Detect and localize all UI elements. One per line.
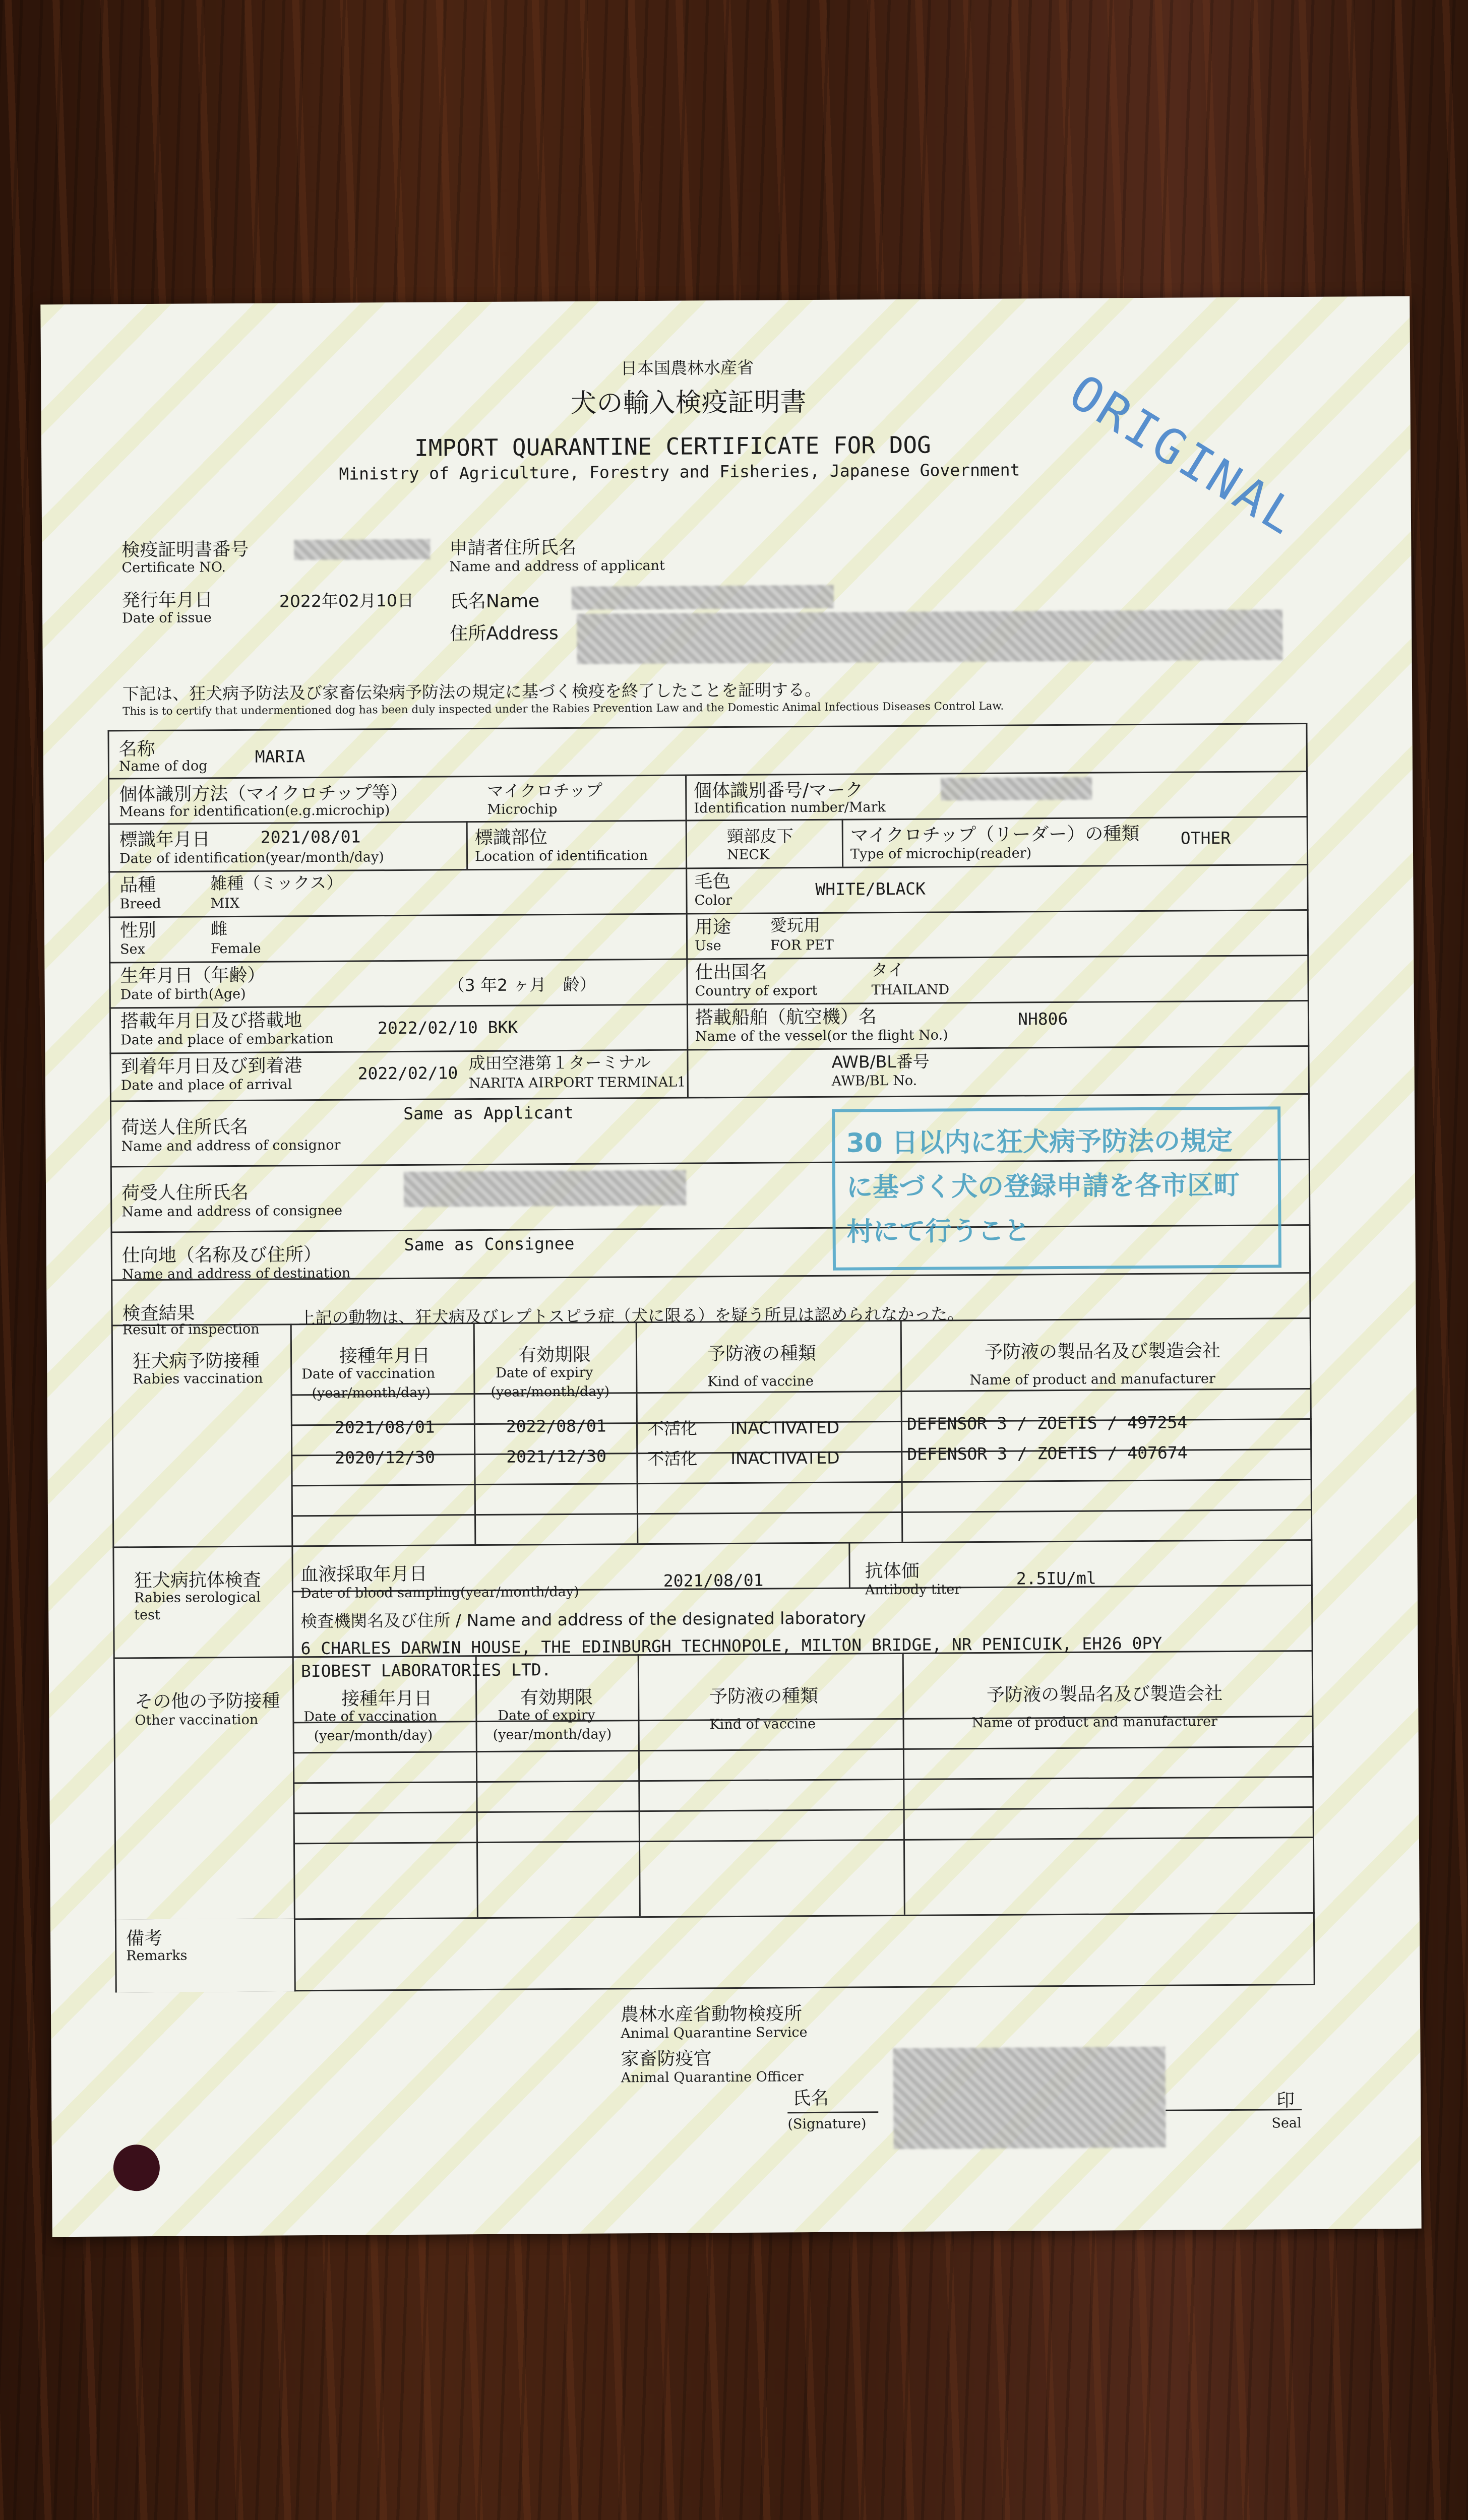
country-label: 仕出国名 [695, 962, 768, 983]
reader-label-en: Type of microchip(reader) [850, 845, 1032, 862]
applicant-address-label: 住所Address [450, 623, 559, 645]
embarkation-label-en: Date and place of embarkation [120, 1031, 334, 1048]
ministry-jp: 日本国農林水産省 [620, 357, 754, 379]
serology-label-en: Rabies serological [134, 1589, 261, 1606]
blood-date-label: 血液採取年月日 [300, 1563, 427, 1586]
country-value-jp: タイ [871, 960, 904, 980]
use-value-en: FOR PET [770, 937, 834, 954]
destination-label-en: Name and address of destination [121, 1265, 351, 1283]
product-header: 予防液の製品名及び製造会社 [984, 1341, 1221, 1363]
breed-value-jp: 雑種（ミックス） [210, 872, 343, 894]
product-header-en: Name of product and manufacturer [969, 1371, 1215, 1389]
awb-label-en: AWB/BL No. [831, 1073, 918, 1089]
means-value-en: Microchip [487, 801, 558, 817]
officer-en: Animal Quarantine Officer [621, 2069, 804, 2086]
means-label: 個体識別方法（マイクロチップ等） [119, 782, 408, 805]
sex-value-jp: 雌 [210, 919, 228, 939]
consignor-value: Same as Applicant [403, 1102, 574, 1123]
redacted-cert-no [294, 539, 430, 560]
punch-hole [113, 2145, 160, 2191]
vacc-row-2-expiry: 2021/12/30 [506, 1446, 607, 1467]
use-label-en: Use [695, 938, 721, 954]
vacc-row-1-expiry: 2022/08/01 [506, 1416, 606, 1436]
consignee-label-en: Name and address of consignee [121, 1203, 343, 1220]
dob-value: （3 年2 ヶ月 齢） [448, 974, 596, 995]
redacted-applicant-address [577, 609, 1283, 664]
other-kind-header: 予防液の種類 [709, 1685, 819, 1708]
officer-jp: 家畜防疫官 [621, 2048, 712, 2070]
arrival-label: 到着年月日及び到着港 [120, 1055, 302, 1078]
other-expiry-header: 有効期限 [520, 1687, 593, 1709]
stamp-line-1: 30 日以内に狂犬病予防法の規定 [846, 1125, 1233, 1159]
original-stamp: ORIGINAL [1060, 363, 1309, 547]
color-value: WHITE/BLACK [815, 878, 926, 899]
result-label: 検査結果 [122, 1303, 195, 1325]
destination-label: 仕向地（名称及び住所） [121, 1244, 322, 1267]
applicant-label: 申請者住所氏名 [449, 537, 577, 559]
result-value: 上記の動物は、狂犬病及びレプトスピラ症（犬に限る）を疑う所見は認められなかった。 [298, 1304, 964, 1328]
issue-date-label: 発行年月日 [121, 590, 213, 611]
vaccine-kind-header: 予防液の種類 [707, 1343, 817, 1365]
service-en: Animal Quarantine Service [621, 2025, 808, 2042]
consignor-label: 荷送人住所氏名 [121, 1116, 249, 1139]
result-label-en: Result of inspection [122, 1321, 260, 1338]
other-expiry-header-en: Date of expiry [498, 1707, 595, 1724]
arrival-date: 2022/02/10 [357, 1063, 458, 1084]
breed-value-en: MIX [210, 895, 240, 912]
id-date-label: 標識年月日 [119, 829, 210, 851]
other-expiry-header-en2: (year/month/day) [493, 1726, 612, 1743]
dob-label: 生年月日（年齢） [120, 965, 266, 987]
location-value-jp: 頸部皮下 [726, 826, 793, 847]
redacted-applicant-name [572, 585, 834, 610]
breed-label: 品種 [119, 874, 156, 896]
embarkation-label: 搭載年月日及び搭載地 [120, 1010, 302, 1032]
vacc-row-1-date: 2021/08/01 [334, 1417, 435, 1437]
location-value-en: NECK [726, 847, 770, 863]
ministry-en: Ministry of Agriculture, Forestry and Fisheries, Japanese Government [339, 460, 1020, 484]
other-date-header-en: Date of vaccination [303, 1708, 438, 1725]
titer-value: 2.5IU/ml [1016, 1568, 1096, 1589]
vacc-date-header-en2: (year/month/day) [312, 1384, 431, 1402]
signature-line-left [787, 2111, 878, 2113]
applicant-name-label: 氏名Name [449, 591, 540, 612]
awb-label: AWB/BL番号 [831, 1051, 930, 1072]
breed-label-en: Breed [119, 896, 161, 912]
signature-label-en: (Signature) [787, 2116, 867, 2132]
cert-no-label-en: Certificate NO. [121, 559, 226, 576]
sex-value-en: Female [211, 940, 261, 957]
title-en: IMPORT QUARANTINE CERTIFICATE FOR DOG [414, 431, 931, 462]
redacted-id-number [941, 777, 1092, 801]
country-label-en: Country of export [695, 982, 818, 999]
dob-label-en: Date of birth(Age) [120, 986, 246, 1003]
other-date-header: 接種年月日 [341, 1688, 433, 1710]
vacc-row-2-kind: 不活化 INACTIVATED [647, 1447, 840, 1469]
serology-label: 狂犬病抗体検査 [134, 1569, 261, 1592]
country-value-en: THAILAND [871, 982, 950, 998]
arrival-place-jp: 成田空港第１ターミナル [468, 1052, 651, 1074]
serology-label-en2: test [134, 1607, 160, 1623]
color-label: 毛色 [694, 871, 731, 893]
dog-name-label-en: Name of dog [118, 758, 208, 775]
lab-address: 6 CHARLES DARWIN HOUSE, THE EDINBURGH TECHNOPOLE, MILTON BRIDGE, NR PENICUIK, EH26 0PY [300, 1633, 1163, 1659]
sex-label-en: Sex [120, 941, 145, 958]
lab-name: BIOBEST LABORATORIES LTD. [300, 1660, 552, 1681]
stamp-line-3: 村にて行うこと [846, 1216, 1030, 1247]
remarks-label-en: Remarks [126, 1947, 188, 1964]
remarks-label: 備考 [126, 1928, 163, 1949]
other-vacc-label: その他の予防接種 [135, 1690, 280, 1713]
vaccine-kind-header-en: Kind of vaccine [707, 1373, 814, 1390]
dog-name-value: MARIA [255, 746, 305, 767]
other-vacc-label-en: Other vaccination [135, 1712, 259, 1729]
expiry-header: 有効期限 [518, 1344, 591, 1366]
seal-label: 印 [1276, 2090, 1295, 2111]
blood-date-label-en: Date of blood sampling(year/month/day) [300, 1584, 579, 1602]
issue-date-label-en: Date of issue [122, 610, 212, 626]
blood-date-value: 2021/08/01 [663, 1570, 764, 1591]
arrival-place-en: NARITA AIRPORT TERMINAL1 [468, 1074, 686, 1092]
use-value-jp: 愛玩用 [770, 915, 820, 935]
certificate-paper [40, 296, 1421, 2237]
certify-en: This is to certify that undermentioned dog has been duly inspected under the Rabies Prevention Law and the Domestic Animal Infectious Diseases Control Law. [123, 700, 1004, 718]
vacc-row-2-date: 2020/12/30 [335, 1447, 436, 1468]
destination-value: Same as Consignee [404, 1233, 575, 1254]
vacc-date-header-en: Date of vaccination [301, 1365, 436, 1382]
seal-label-en: Seal [1271, 2115, 1302, 2131]
other-product-header-en: Name of product and manufacturer [971, 1714, 1218, 1731]
titer-label: 抗体価 [865, 1560, 920, 1582]
applicant-label-en: Name and address of applicant [449, 557, 665, 575]
signature-label: 氏名 [792, 2088, 829, 2109]
lab-label: 検査機関名及び住所 / Name and address of the designated laboratory [300, 1608, 866, 1631]
vacc-row-2-product: DEFENSOR 3 / ZOETIS / 407674 [907, 1442, 1188, 1464]
reader-label: マイクロチップ（リーダー）の種類 [850, 824, 1140, 846]
vessel-label: 搭載船舶（航空機）名 [695, 1006, 877, 1029]
vacc-row-1-product: DEFENSOR 3 / ZOETIS / 497254 [906, 1412, 1188, 1434]
id-number-label: 個体識別番号/マーク [694, 780, 864, 802]
issue-date-value: 2022年02月10日 [279, 590, 414, 611]
certify-jp: 下記は、狂犬病予防法及び家畜伝染病予防法の規定に基づく検疫を終了したことを証明する。 [122, 679, 822, 704]
vacc-row-1-kind: 不活化 INACTIVATED [647, 1417, 840, 1439]
id-date-label-en: Date of identification(year/month/day) [119, 849, 384, 867]
consignor-label-en: Name and address of consignor [121, 1137, 341, 1155]
id-number-label-en: Identification number/Mark [694, 799, 886, 816]
rabies-vacc-label: 狂犬病予防接種 [133, 1350, 260, 1372]
redacted-signature [893, 2047, 1166, 2149]
registration-notice-stamp [832, 1106, 1281, 1270]
vessel-value: NH806 [1017, 1009, 1068, 1029]
means-label-en: Means for identification(e.g.microchip) [119, 802, 390, 820]
arrival-label-en: Date and place of arrival [120, 1077, 292, 1094]
vacc-date-header: 接種年月日 [339, 1345, 431, 1367]
location-label-en: Location of identification [474, 847, 648, 865]
expiry-header-en: Date of expiry [496, 1364, 593, 1381]
sex-label: 性別 [119, 920, 157, 941]
title-jp: 犬の輸入検疫証明書 [570, 387, 807, 419]
rabies-vacc-label-en: Rabies vaccination [133, 1370, 263, 1388]
redacted-consignee [404, 1170, 686, 1207]
stamp-line-2: に基づく犬の登録申請を各市区町 [846, 1170, 1240, 1203]
color-label-en: Color [694, 892, 732, 909]
service-jp: 農林水産省動物検疫所 [620, 2003, 803, 2026]
id-date-value: 2021/08/01 [260, 827, 361, 847]
titer-label-en: Antibody titer [865, 1582, 961, 1598]
reader-value: OTHER [1180, 828, 1231, 848]
other-kind-header-en: Kind of vaccine [709, 1716, 816, 1733]
dog-name-label: 名称 [118, 738, 155, 760]
cert-no-label: 検疫証明書番号 [121, 539, 249, 561]
vessel-label-en: Name of the vessel(or the flight No.) [695, 1027, 948, 1045]
expiry-header-en2: (year/month/day) [491, 1383, 610, 1400]
other-product-header: 予防液の製品名及び製造会社 [987, 1683, 1223, 1706]
use-label: 用途 [694, 916, 731, 938]
embarkation-value: 2022/02/10 BKK [377, 1017, 518, 1038]
other-date-header-en2: (year/month/day) [314, 1727, 433, 1744]
location-label: 標識部位 [474, 827, 547, 849]
means-value-jp: マイクロチップ [487, 780, 603, 801]
consignee-label: 荷受人住所氏名 [121, 1182, 249, 1204]
